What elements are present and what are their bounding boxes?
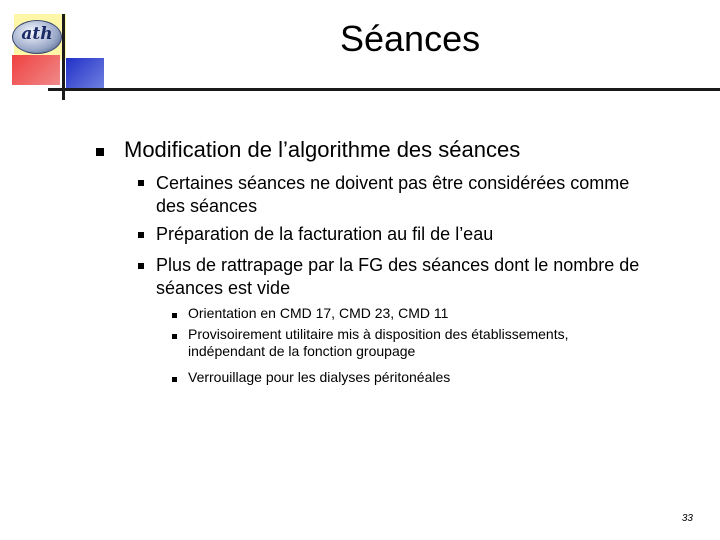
logo-text: ath xyxy=(21,24,53,44)
red-square xyxy=(12,55,60,85)
blue-square xyxy=(66,58,104,88)
bullet-square-icon xyxy=(138,180,144,186)
bullet-square-icon xyxy=(172,313,177,318)
page-title: Séances xyxy=(340,18,481,59)
sub-bullet-line: Plus de rattrapage par la FG des séances dont le nombre de xyxy=(156,255,640,275)
bullet-square-icon xyxy=(172,334,177,339)
sub-bullet xyxy=(156,172,629,218)
sub-sub-bullet xyxy=(188,305,448,322)
bullet-square-icon xyxy=(138,263,144,269)
bullet-square-icon xyxy=(96,148,104,156)
ath-logo xyxy=(12,20,62,54)
title-rule xyxy=(48,88,720,91)
sub-sub-bullet-line: Verrouillage pour les dialyses péritonéales xyxy=(188,369,451,385)
sub-sub-bullet-line: indépendant de la fonction groupage xyxy=(188,343,416,359)
bullet-square-icon xyxy=(138,232,144,238)
sub-sub-bullet-line: Orientation en CMD 17, CMD 23, CMD 11 xyxy=(188,305,449,321)
sub-bullet-line: Préparation de la facturation au fil de l’eau xyxy=(156,224,494,244)
sub-sub-bullet xyxy=(188,369,450,386)
logo-decoration xyxy=(0,0,110,110)
sub-sub-bullet xyxy=(188,326,569,360)
sub-bullet-line: séances est vide xyxy=(156,278,291,298)
sub-bullet xyxy=(156,254,639,300)
sub-bullet-line: Certaines séances ne doivent pas être considérées comme xyxy=(156,173,630,193)
main-bullet: Modification de l’algorithme des séances xyxy=(124,137,521,162)
sub-sub-bullet-line: Provisoirement utilitaire mis à disposition des établissements, xyxy=(188,326,569,342)
bullet-square-icon xyxy=(172,377,177,382)
page-number: 33 xyxy=(681,513,693,524)
sub-bullet xyxy=(156,223,493,246)
sub-bullet-line: des séances xyxy=(156,196,258,216)
